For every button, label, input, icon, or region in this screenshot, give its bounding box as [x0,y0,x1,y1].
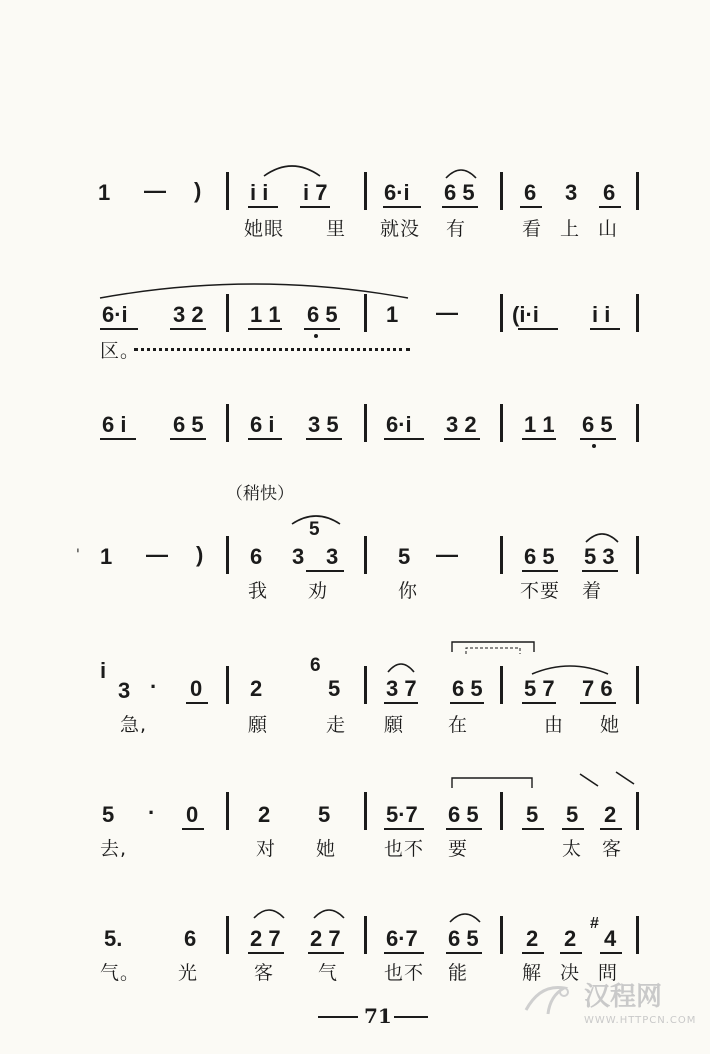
lyric: 劝 [308,580,329,602]
paren-close: ) [194,178,202,203]
note: 6 5 [173,412,204,437]
underline [522,570,558,572]
lyric: 願 [248,714,269,736]
bar-line [500,666,503,704]
note: 3 [326,544,339,569]
note: 3 [118,678,131,703]
note: 2 [564,926,577,951]
note: 6 [524,180,537,205]
slur [290,512,342,526]
note: 6·i [384,180,410,205]
note: 0 [190,676,203,701]
tempo-marking: （稍快） [226,484,294,504]
slur [444,166,478,180]
note: 6 i [102,412,127,437]
note: 5 3 [584,544,615,569]
lyric: 能 [448,962,469,984]
bar-line [226,172,229,210]
lyric: 着 [582,580,603,602]
dash: — [144,178,166,203]
lyric: 她 [316,838,337,860]
note: (i·i [512,302,539,327]
underline [450,702,484,704]
bar-line [364,404,367,442]
note: 0 [186,802,199,827]
lyric: 由 [544,714,565,736]
bar-line [500,792,503,830]
underline [518,328,558,330]
lyric: 去, [100,838,128,860]
underline [446,828,482,830]
lyric: 她 [600,714,621,736]
note: 3 5 [308,412,339,437]
lyric: 要 [448,838,469,860]
dot: · [148,800,156,825]
lyric: 願 [384,714,405,736]
lyric: 問 [598,962,619,984]
note: 1 1 [524,412,555,437]
bar-line [500,172,503,210]
note: 3 2 [173,302,204,327]
margin-tick: ' [76,547,80,563]
note: 2 7 [310,926,341,951]
lyric: 山 [598,218,619,240]
underline [600,828,622,830]
octave-dot [592,444,596,448]
note: 6 5 [582,412,613,437]
bar-line [364,916,367,954]
note: 6 5 [448,926,479,951]
bar-line [500,294,503,332]
bar-line [500,916,503,954]
note: 3 7 [386,676,417,701]
underline [306,570,344,572]
rule [394,1016,428,1018]
paren-close: ) [196,542,204,567]
octave-dot [314,334,318,338]
dash: — [146,542,168,567]
dash: — [436,300,458,325]
note: 1 [386,302,399,327]
bar-line [226,666,229,704]
underline [522,702,556,704]
note: i [100,658,107,683]
bar-line [636,404,639,442]
lyric: 有 [446,218,467,240]
note: i i [250,180,269,205]
underline [248,206,278,208]
lyric: 在 [448,714,469,736]
note: 5 [328,676,341,701]
underline [308,952,344,954]
lyric: 看 [522,218,543,240]
bar-line [364,792,367,830]
bar-line [364,172,367,210]
lyric: 对 [256,838,277,860]
lyric: 不要 [520,580,561,602]
underline [522,438,556,440]
note: 1 1 [250,302,281,327]
underline [384,952,424,954]
note: 6·i [386,412,412,437]
underline [580,702,616,704]
sharp-sign: # [590,915,599,932]
underline [580,438,616,440]
bar-line [636,536,639,574]
note: 7 6 [582,676,613,701]
lyric: 你 [398,580,419,602]
underline [248,438,282,440]
underline [560,952,582,954]
note: 6·i [102,302,128,327]
bar-line [226,792,229,830]
note: 6 5 [448,802,479,827]
underline [384,438,424,440]
underline [600,952,622,954]
underline [384,828,424,830]
note: 5 [566,802,579,827]
underline [383,206,421,208]
bar-line [636,294,639,332]
lyric: 区。 [100,340,141,362]
underline [582,570,618,572]
slur [530,662,610,676]
underline [248,952,284,954]
underline [186,702,208,704]
underline [300,206,330,208]
watermark-logo [520,980,580,1020]
watermark-brand: 汉程网 [584,982,663,1012]
underline [599,206,621,208]
bracket [450,776,534,790]
underline [522,952,544,954]
note: 6 5 [307,302,338,327]
slur [252,906,286,920]
bar-line [364,666,367,704]
underline [170,328,206,330]
note: 3 [565,180,578,205]
lyric: 也不 [384,962,425,984]
note: 2 [250,676,263,701]
dot: · [150,674,158,699]
note: 6 i [250,412,275,437]
lyric: 上 [560,218,581,240]
note: 5 7 [524,676,555,701]
underline [100,328,138,330]
note: 3 2 [446,412,477,437]
bar-line [226,404,229,442]
underline [182,828,204,830]
note: 6 5 [444,180,475,205]
lyric: 我 [248,580,269,602]
note: 6 5 [452,676,483,701]
underline [590,328,620,330]
underline [248,328,282,330]
bar-line [226,536,229,574]
bar-line [226,916,229,954]
underline [100,438,136,440]
bar-line [500,404,503,442]
lyric: 气 [318,962,339,984]
note: 6 [603,180,616,205]
dash: — [436,542,458,567]
note: 6 5 [524,544,555,569]
note: 1 [100,544,113,569]
note: 2 [604,802,617,827]
note: 3 [292,544,305,569]
page-number: 71 [364,1004,392,1028]
lyric: 气。 [100,962,141,984]
note: 2 7 [250,926,281,951]
underline [306,438,342,440]
bar-line [226,294,229,332]
slur [448,910,482,924]
lyric: 决 [560,962,581,984]
note: 2 [258,802,271,827]
note: i i [592,302,611,327]
slur [262,160,322,178]
slur [386,660,416,674]
lyric: 客 [602,838,623,860]
note: i 7 [303,180,328,205]
note: 4 [604,926,617,951]
lyric: 急, [120,714,148,736]
underline [522,828,544,830]
lyric: 她眼 [244,218,285,240]
lyric: 太 [562,838,583,860]
bar-line [636,172,639,210]
note: 5 [398,544,411,569]
note: 5 [318,802,331,827]
lyric: 里 [326,218,347,240]
bar-line [364,294,367,332]
underline [562,828,584,830]
underline [444,438,480,440]
lyric: 解 [522,962,543,984]
underline [304,328,340,330]
grace-note: 6 [310,655,321,676]
rule [318,1016,358,1018]
note: 6 [250,544,263,569]
underline [446,952,482,954]
lyric: 走 [326,714,347,736]
lyric: 就没 [380,218,421,240]
grace-note: 5 [309,519,320,540]
breath-mark [576,770,636,794]
note: 1 [98,180,111,205]
bracket [450,640,536,654]
lyric: 客 [254,962,275,984]
underline [442,206,478,208]
note: 6 [184,926,197,951]
bar-line [364,536,367,574]
note: 6·7 [386,926,418,951]
bar-line [636,666,639,704]
underline [170,438,206,440]
bar-line [500,536,503,574]
bar-line [636,792,639,830]
slur [584,530,620,544]
note: 5. [104,926,123,951]
underline [520,206,542,208]
continuation-dots [134,348,410,351]
note: 5·7 [386,802,418,827]
bar-line [636,916,639,954]
lyric: 光 [178,962,199,984]
note: 2 [526,926,539,951]
note: 5 [102,802,115,827]
lyric: 也不 [384,838,425,860]
slur [312,906,346,920]
watermark-url: WWW.HTTPCN.COM [584,1015,697,1026]
underline [384,702,418,704]
note: 5 [526,802,539,827]
